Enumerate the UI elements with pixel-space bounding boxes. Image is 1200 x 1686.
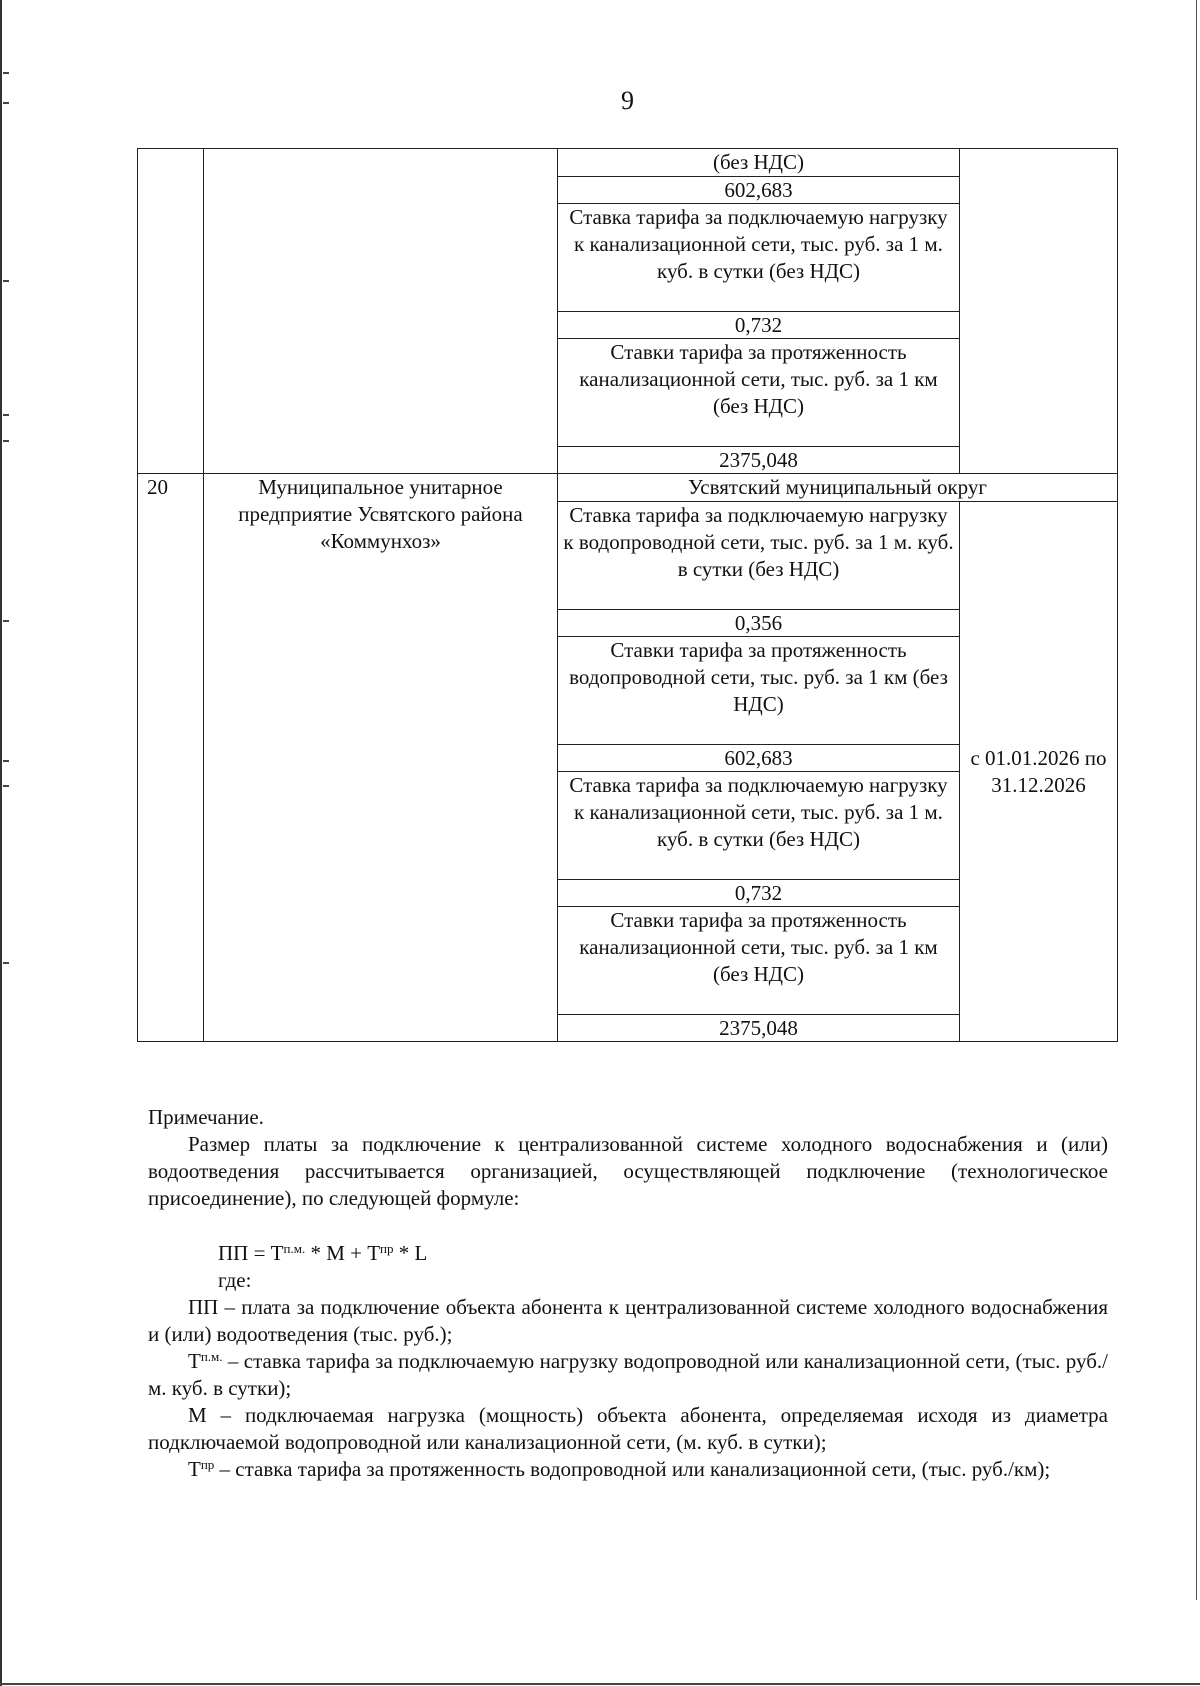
formula-end: * L xyxy=(393,1241,428,1265)
scan-edge-left xyxy=(0,0,2,1686)
definition-pp: ПП – плата за подключение объекта абонента к централизованной системе холодного водоснабжения и (или) водоотведения (тыс. руб.); xyxy=(148,1295,1108,1346)
page-number: 9 xyxy=(621,86,634,115)
formula-sup: п.м. xyxy=(283,1241,306,1256)
table-cell-value: 2375,048 xyxy=(558,1015,960,1042)
formula-lhs: ПП = Т xyxy=(218,1241,284,1265)
table-cell-rate-label: Ставки тарифа за протяженность водопроводной сети, тыс. руб. за 1 км (без НДС) xyxy=(558,637,960,745)
definition-tpr xyxy=(148,1456,1108,1483)
table-cell-area: Усвятский муниципальный округ xyxy=(558,474,1118,502)
table-cell-number-empty xyxy=(138,149,204,474)
table-cell-value: 2375,048 xyxy=(558,447,960,474)
table-cell-rate-label: Ставка тарифа за подключаемую нагрузку к канализационной сети, тыс. руб. за 1 м. куб. в сутки (без НДС) xyxy=(558,204,960,312)
note-block xyxy=(148,1104,1108,1483)
table-cell-value: 0,732 xyxy=(558,312,960,339)
table-cell-period: с 01.01.2026 по 31.12.2026 xyxy=(960,502,1118,1042)
table-cell-period-empty xyxy=(960,149,1118,474)
note-title: Примечание. xyxy=(148,1105,264,1129)
scan-edge-right xyxy=(1196,0,1197,1600)
where-label: где: xyxy=(218,1268,252,1292)
table-cell-value: 602,683 xyxy=(558,745,960,772)
definition-m: М – подключаемая нагрузка (мощность) объекта абонента, определяемая исходя из диаметра подключаемой водопроводной или канализационной сети, (м. куб. в сутки); xyxy=(148,1403,1108,1454)
table-cell-rate-label: Ставки тарифа за протяженность канализационной сети, тыс. руб. за 1 км (без НДС) xyxy=(558,907,960,1015)
definition-text: – ставка тарифа за подключаемую нагрузку водопроводной или канализационной сети, (тыс. руб./м. куб. в сутки); xyxy=(148,1349,1108,1400)
table-cell-rate-label: Ставка тарифа за подключаемую нагрузку к водопроводной сети, тыс. руб. за 1 м. куб. в сутки (без НДС) xyxy=(558,502,960,610)
tariff-table xyxy=(137,148,1118,1042)
table-cell-rate-label: Ставки тарифа за протяженность канализационной сети, тыс. руб. за 1 км (без НДС) xyxy=(558,339,960,447)
note-intro: Размер платы за подключение к централизованной системе холодного водоснабжения и (или) водоотведения рассчитывается организацией, осуществляющей подключение (технологическое присоединение), по следующей формуле: xyxy=(148,1132,1108,1210)
definition-tpm xyxy=(148,1348,1108,1402)
margin-mark xyxy=(3,440,9,442)
definition-text: – ставка тарифа за протяженность водопроводной или канализационной сети, (тыс. руб./км); xyxy=(214,1457,1051,1481)
definition-sup: пр xyxy=(200,1457,215,1472)
margin-mark xyxy=(3,620,9,622)
margin-mark xyxy=(3,785,9,787)
formula-mid: * М + Т xyxy=(305,1241,381,1265)
table-cell-value: 602,683 xyxy=(558,177,960,204)
margin-mark xyxy=(3,962,9,964)
table-cell-value: 0,356 xyxy=(558,610,960,637)
table-cell-rate-label: Ставка тарифа за подключаемую нагрузку к канализационной сети, тыс. руб. за 1 м. куб. в сутки (без НДС) xyxy=(558,772,960,880)
margin-mark xyxy=(3,760,9,762)
table-cell-organization-empty xyxy=(204,149,558,474)
definition-sup: п.м. xyxy=(200,1349,223,1364)
margin-mark xyxy=(3,414,9,416)
scan-edge-bottom xyxy=(0,1683,1200,1685)
margin-mark xyxy=(3,72,9,74)
table-cell-organization: Муниципальное унитарное предприятие Усвятского района «Коммунхоз» xyxy=(204,474,558,1042)
formula-sup: пр xyxy=(380,1241,394,1256)
formula xyxy=(218,1240,1108,1267)
table-cell-unit: (без НДС) xyxy=(558,149,960,177)
table-cell-number: 20 xyxy=(138,474,204,1042)
margin-mark xyxy=(3,280,9,282)
table-cell-value: 0,732 xyxy=(558,880,960,907)
definition-symbol: Т xyxy=(188,1349,201,1373)
definition-symbol: Т xyxy=(188,1457,201,1481)
